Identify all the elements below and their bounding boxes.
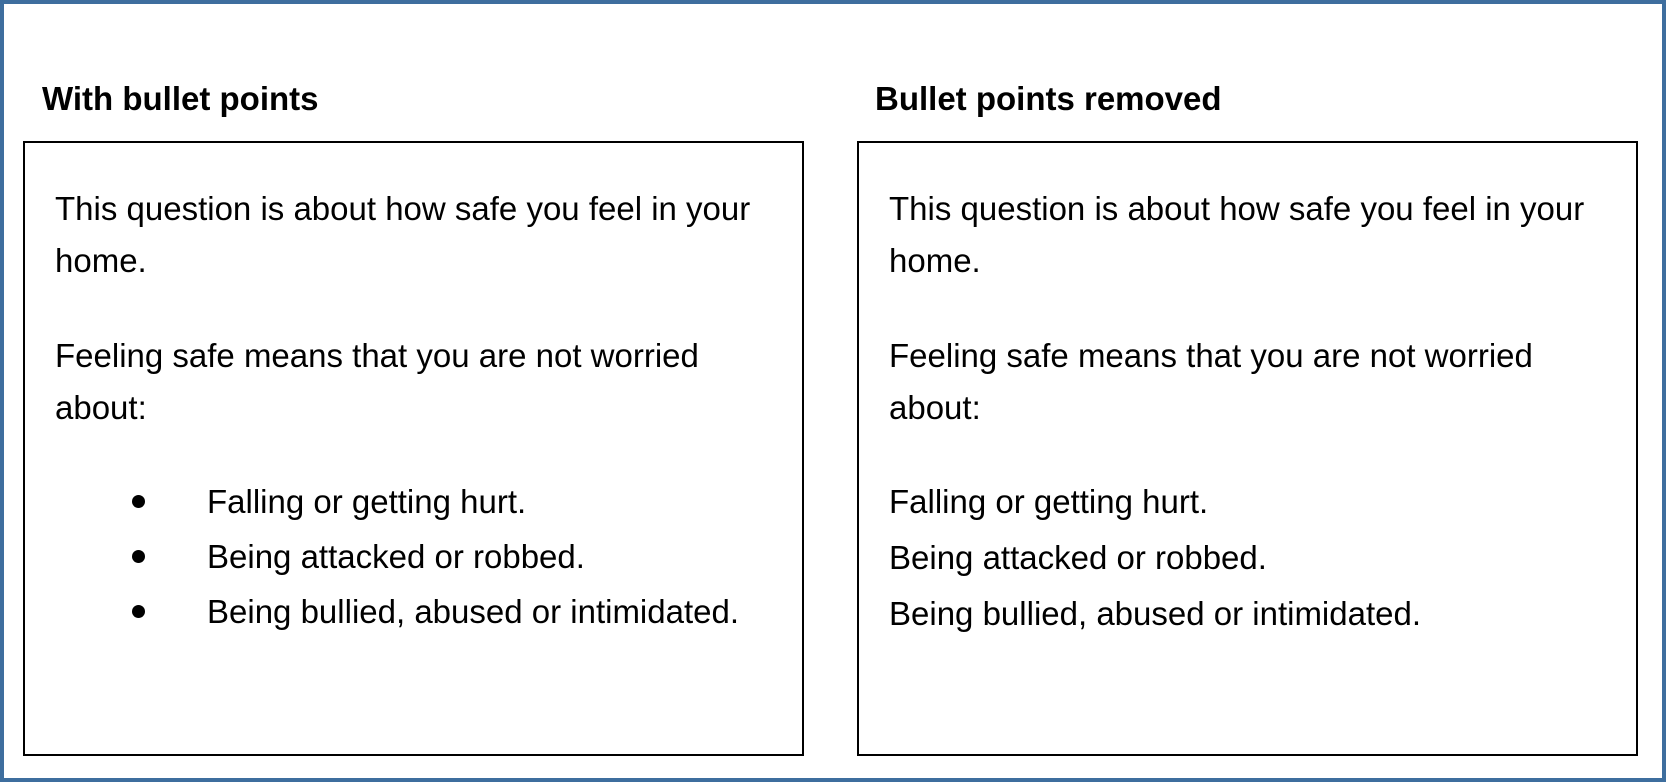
right-definition-paragraph: Feeling safe means that you are not worried about: — [889, 337, 1533, 426]
bullet-icon — [132, 550, 145, 563]
left-intro-paragraph: This question is about how safe you feel in your home. — [55, 190, 751, 279]
list-item: Falling or getting hurt. — [889, 483, 1209, 520]
list-item: Being bullied, abused or intimidated. — [889, 595, 1422, 632]
left-panel — [23, 141, 804, 756]
bullet-icon — [132, 495, 145, 508]
list-item-text: Being bullied, abused or intimidated. — [207, 593, 740, 630]
right-intro-paragraph: This question is about how safe you feel in your home. — [889, 190, 1585, 279]
left-definition-paragraph: Feeling safe means that you are not worried about: — [55, 337, 699, 426]
list-item-text: Being attacked or robbed. — [207, 538, 585, 575]
list-item-text: Falling or getting hurt. — [207, 483, 527, 520]
left-heading: With bullet points — [42, 80, 319, 117]
list-item: Being attacked or robbed. — [889, 539, 1267, 576]
right-heading: Bullet points removed — [875, 80, 1222, 117]
bullet-icon — [132, 605, 145, 618]
right-panel — [857, 141, 1638, 756]
